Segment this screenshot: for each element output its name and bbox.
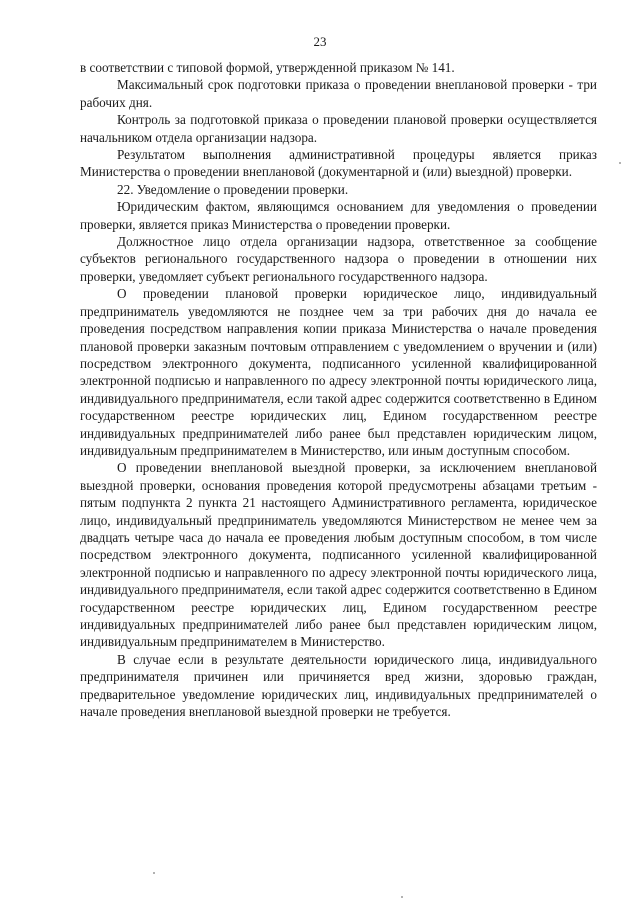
paragraph-notice-exception: В случае если в результате деятельности юридического лица, индивидуального предпринимателя причинен или причиняется вред жизни, здоровью граждан, предварительное уведомление юридических лиц, индивидуальных предпринимателей о начале проведения внеплановой выездной проверки не требуется.: [80, 651, 597, 720]
scan-speck: [619, 162, 621, 164]
paragraph-planned-inspection-notice: О проведении плановой проверки юридическое лицо, индивидуальный предприниматель уведомляются не позднее чем за три рабочих дня до начала ее проведения посредством направления копии приказа Министерства о начале проведения плановой проверки заказным почтовым отправлением с уведомлением о вручении и (или) посредством электронного документа, подписанного усиленной квалифицированной электронной подписью и направленного по адресу электронной почты юридического лица, индивидуального предпринимателя, если такой адрес содержится соответственно в Едином государственном реестре юридических лиц, Едином государственном реестре индивидуальных предпринимателей либо ранее был представлен юридическим лицом, индивидуальным предпринимателем в Министерство, или иным доступным способом.: [80, 286, 597, 458]
page-number: 23: [313, 34, 327, 49]
paragraph-preparation-deadline: Максимальный срок подготовки приказа о проведении внеплановой проверки - три рабочих дня.: [80, 77, 597, 110]
paragraph-legal-fact: Юридическим фактом, являющимся основанием для уведомления о проведении проверки, является приказ Министерства о проведении проверки.: [80, 199, 597, 232]
paragraph-unscheduled-inspection-notice: О проведении внеплановой выездной проверки, за исключением внеплановой выездной проверки, основания проведения которой предусмотрены абзацами третьим - пятым подпункта 2 пункта 21 настоящего Административного регламента, юридическое лицо, индивидуальный предприниматель уведомляются Министерством не менее чем за двадцать четыре часа до начала ее проведения любым доступным способом, в том числе посредством электронного документа, подписанного усиленной квалифицированной электронной подписью и направленного по адресу электронной почты юридического лица, индивидуального предпринимателя, если такой адрес содержится соответственно в Едином государственном реестре юридических лиц, Едином государственном реестре индивидуальных предпринимателей либо ранее был представлен юридическим лицом, индивидуальным предпринимателем в Министерство.: [80, 460, 597, 650]
section-heading-notification: 22. Уведомление о проведении проверки.: [117, 181, 349, 197]
paragraph-responsible-official: Должностное лицо отдела организации надзора, ответственное за сообщение субъектов регионального государственного надзора о проведении в отношении них проверки, уведомляет субъект регионального государственного надзора.: [80, 234, 597, 284]
document-body: [80, 59, 597, 720]
scan-speck: [153, 872, 155, 874]
paragraph-continuation: в соответствии с типовой формой, утвержденной приказом № 141.: [80, 60, 455, 75]
scan-speck: [401, 896, 403, 898]
paragraph-procedure-result: Результатом выполнения административной процедуры является приказ Министерства о проведении внеплановой (документарной и (или) выездной) проверки.: [80, 147, 597, 180]
paragraph-preparation-control: Контроль за подготовкой приказа о проведении плановой проверки осуществляется начальником отдела организации надзора.: [80, 112, 597, 145]
